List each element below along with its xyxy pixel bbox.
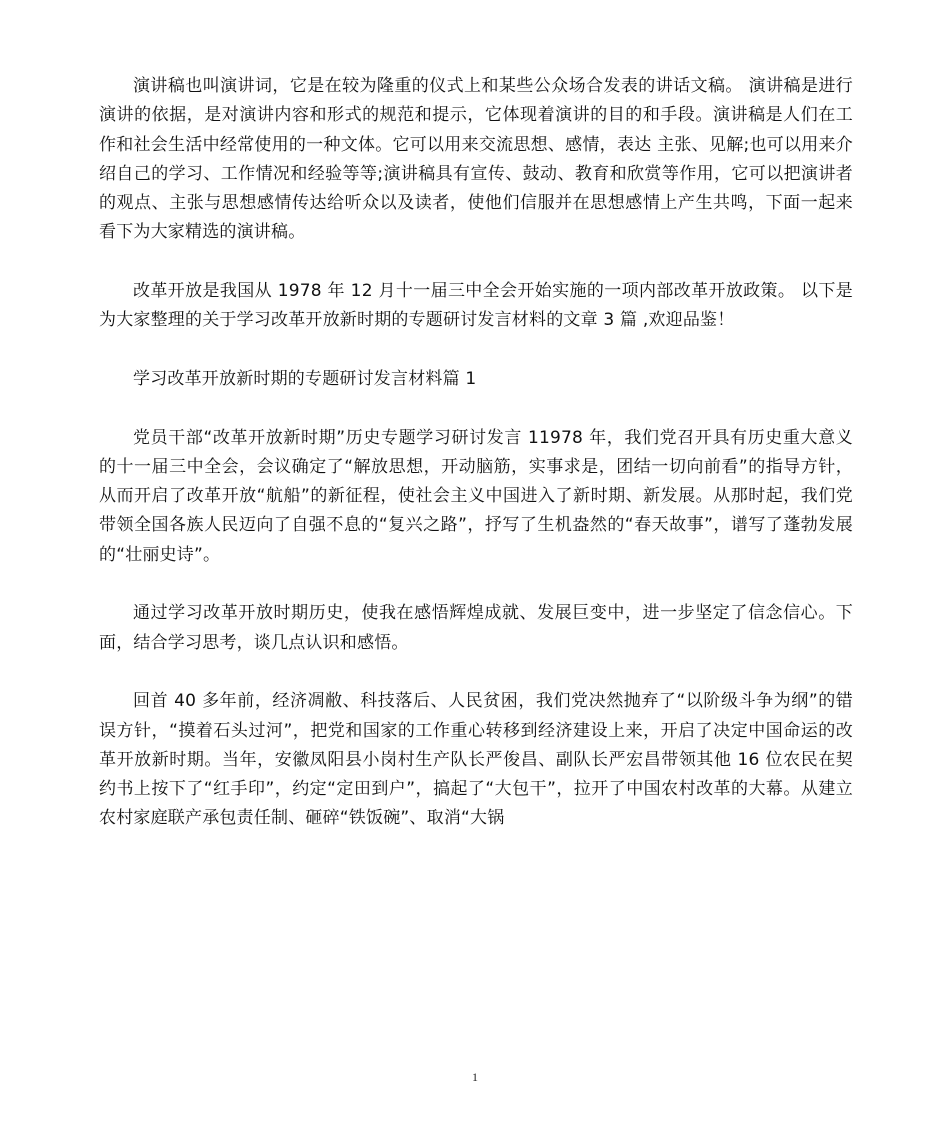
paragraph-intro: 演讲稿也叫演讲词，它是在较为隆重的仪式上和某些公众场合发表的讲话文稿。 演讲稿是进行演讲的依据，是对演讲内容和形式的规范和提示，它体现着演讲的目的和手段。演讲稿是人们在工作和社会生活中经常使用的一种文体。它可以用来交流思想、感情，表达 主张、见解;也可以用来介绍自己的学习、工作情况和经验等等;演讲稿具有宣传、鼓动、教育和欣赏等作用，它可以把演讲者的观点、主张与思想感情传达给听众以及读者，使他们信服并在思想感情上产生共鸣，下面一起来看下为大家精选的演讲稿。 [99, 76, 853, 243]
document-body [99, 72, 853, 834]
section-heading: 学习改革开放新时期的专题研讨发言材料篇 1 [133, 368, 477, 389]
paragraph-reflection: 通过学习改革开放时期历史，使我在感悟辉煌成就、发展巨变中，进一步坚定了信念信心。下面，结合学习思考，谈几点认识和感悟。 [99, 603, 853, 653]
paragraph-overview: 改革开放是我国从 1978 年 12 月十一届三中全会开始实施的一项内部改革开放政策。 以下是为大家整理的关于学习改革开放新时期的专题研讨发言材料的文章 3 篇 ,欢迎品鉴！ [99, 281, 853, 331]
paragraph-history: 党员干部“改革开放新时期”历史专题学习研讨发言 11978 年，我们党召开具有历史重大意义的十一届三中全会，会议确定了“解放思想，开动脑筋，实事求是，团结一切向前看”的指导方针，从而开启了改革开放“航船”的新征程，使社会主义中国进入了新时期、新发展。从那时起，我们党带领全国各族人民迈向了自强不息的“复兴之路”，抒写了生机盎然的“春天故事”，谱写了蓬勃发展的“壮丽史诗”。 [99, 427, 853, 565]
paragraph-gap [99, 248, 853, 277]
paragraph-retrospect: 回首 40 多年前，经济凋敝、科技落后、人民贫困，我们党决然抛弃了“以阶级斗争为纲”的错误方针，“摸着石头过河”，把党和国家的工作重心转移到经济建设上来，开启了决定中国命运的改革开放新时期。当年，安徽凤阳县小岗村生产队长严俊昌、副队长严宏昌带领其他 16 位农民在契约书上按下了“红手印”，约定“定田到户”，搞起了“大包干”，拉开了中国农村改革的大幕。从建立农村家庭联产承包责任制、砸碎“铁饭碗”、取消“大锅 [99, 691, 853, 829]
page-number: 1 [472, 1070, 478, 1084]
paragraph-gap [99, 570, 853, 599]
paragraph-gap [99, 394, 853, 423]
paragraph-gap [99, 336, 853, 365]
paragraph-gap [99, 658, 853, 687]
